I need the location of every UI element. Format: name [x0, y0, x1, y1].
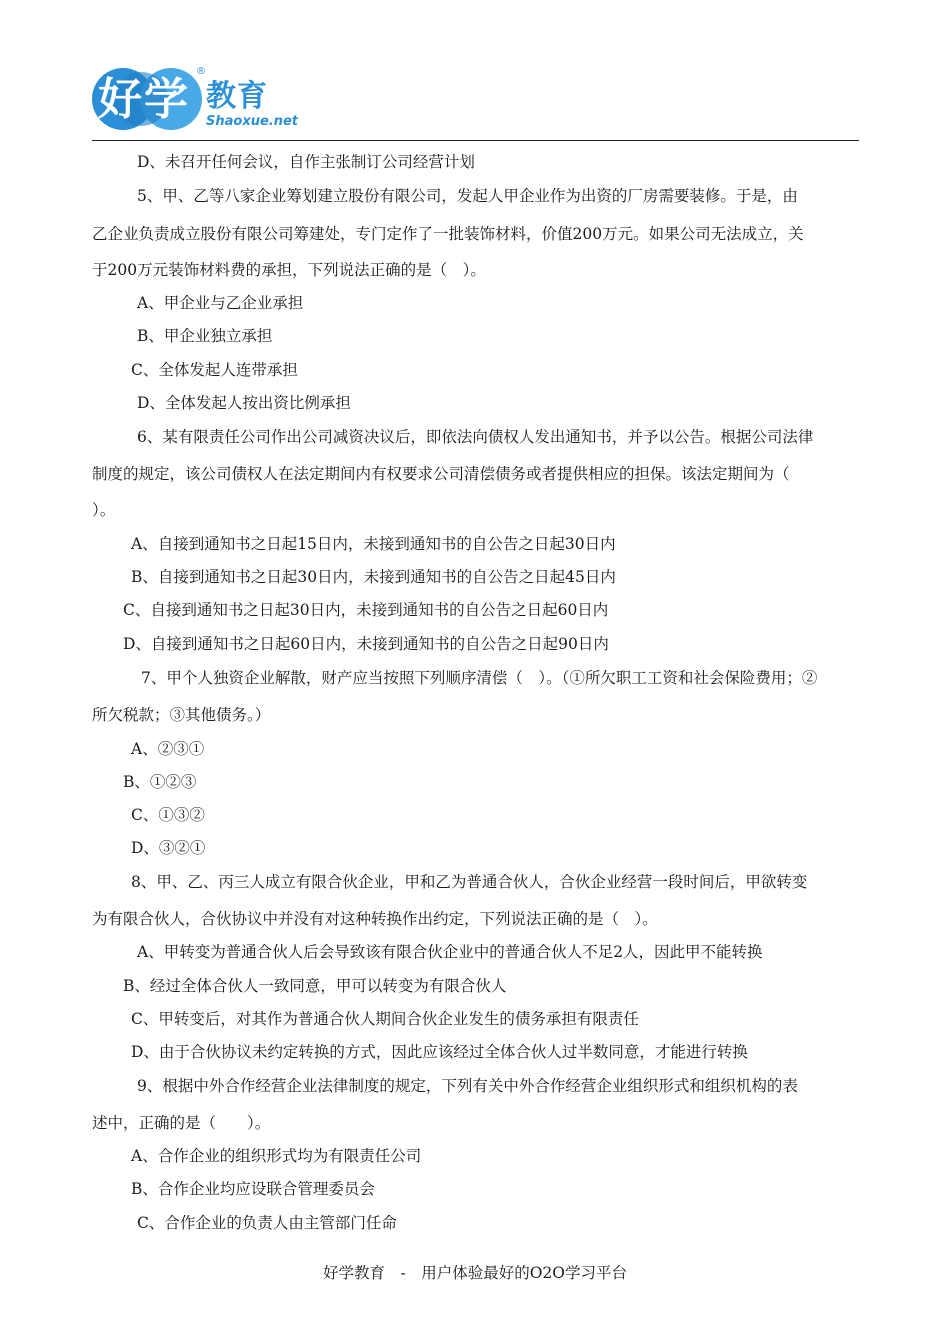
question-line: 制度的规定，该公司债权人在法定期间内有权要求公司清偿债务或者提供相应的担保。该法定期间为（ [92, 465, 790, 483]
option-line: B、经过全体合伙人一致同意，甲可以转变为有限合伙人 [123, 977, 507, 995]
question-line: ）。 [92, 501, 116, 519]
question-line: 为有限合伙人，合伙协议中并没有对这种转换作出约定，下列说法正确的是（ ）。 [92, 910, 658, 928]
option-line: A、甲企业与乙企业承担 [137, 294, 304, 312]
option-line: A、自接到通知书之日起15日内，未接到通知书的自公告之日起30日内 [131, 535, 616, 553]
option-line: D、未召开任何会议，自作主张制订公司经营计划 [137, 153, 475, 171]
question-line: 述中，正确的是（ ）。 [92, 1114, 271, 1132]
question-line: 于200万元装饰材料费的承担，下列说法正确的是（ ）。 [92, 261, 486, 279]
logo-main-text: 好学 [98, 74, 190, 125]
question-line: 8、甲、乙、丙三人成立有限合伙企业，甲和乙为普通合伙人，合伙企业经营一段时间后，甲欲转变 [131, 873, 808, 891]
header-rule [92, 140, 859, 141]
page-footer: 好学教育 - 用户体验最好的O2O学习平台 [322, 1264, 627, 1282]
option-line: A、②③① [131, 740, 205, 758]
option-line: B、①②③ [123, 773, 197, 791]
question-line: 乙企业负责成立股份有限公司筹建处，专门定作了一批装饰材料，价值200万元。如果公司无法成立，关 [92, 225, 804, 243]
option-line: C、全体发起人连带承担 [131, 361, 298, 379]
option-line: D、自接到通知书之日起60日内，未接到通知书的自公告之日起90日内 [123, 635, 609, 653]
option-line: A、合作企业的组织形式均为有限责任公司 [131, 1147, 422, 1165]
option-line: B、自接到通知书之日起30日内，未接到通知书的自公告之日起45日内 [131, 568, 616, 586]
question-line: 7、甲个人独资企业解散，财产应当按照下列顺序清偿（ ）。（①所欠职工工资和社会保险费用；② [141, 669, 818, 687]
question-line: 6、某有限责任公司作出公司减资决议后，即依法向债权人发出通知书，并予以公告。根据公司法律 [137, 428, 814, 446]
shaoxue-logo [92, 62, 299, 140]
option-line: B、合作企业均应设联合管理委员会 [131, 1180, 375, 1198]
option-line: B、甲企业独立承担 [137, 327, 273, 345]
option-line: D、③②① [131, 839, 206, 857]
option-line: C、甲转变后，对其作为普通合伙人期间合伙企业发生的债务承担有限责任 [131, 1010, 639, 1028]
option-line: C、合作企业的负责人由主管部门任命 [137, 1214, 397, 1232]
option-line: C、①③② [131, 806, 205, 824]
question-line: 9、根据中外合作经营企业法律制度的规定，下列有关中外合作经营企业组织形式和组织机构的表 [137, 1077, 798, 1095]
option-line: D、由于合伙协议未约定转换的方式，因此应该经过全体合伙人过半数同意，才能进行转换 [131, 1043, 748, 1061]
page-header [0, 0, 950, 142]
logo-side-text: 教育 [206, 79, 268, 114]
option-line: A、甲转变为普通合伙人后会导致该有限合伙企业中的普通合伙人不足2人，因此甲不能转换 [137, 943, 763, 961]
logo-registered-mark: ® [196, 66, 206, 77]
option-line: D、全体发起人按出资比例承担 [137, 394, 351, 412]
option-line: C、自接到通知书之日起30日内，未接到通知书的自公告之日起60日内 [123, 601, 609, 619]
question-line: 所欠税款；③其他债务。） [92, 706, 271, 724]
question-line: 5、甲、乙等八家企业筹划建立股份有限公司，发起人甲企业作为出资的厂房需要装修。于是，由 [137, 187, 798, 205]
logo-domain-text: Shaoxue.net [206, 114, 299, 129]
